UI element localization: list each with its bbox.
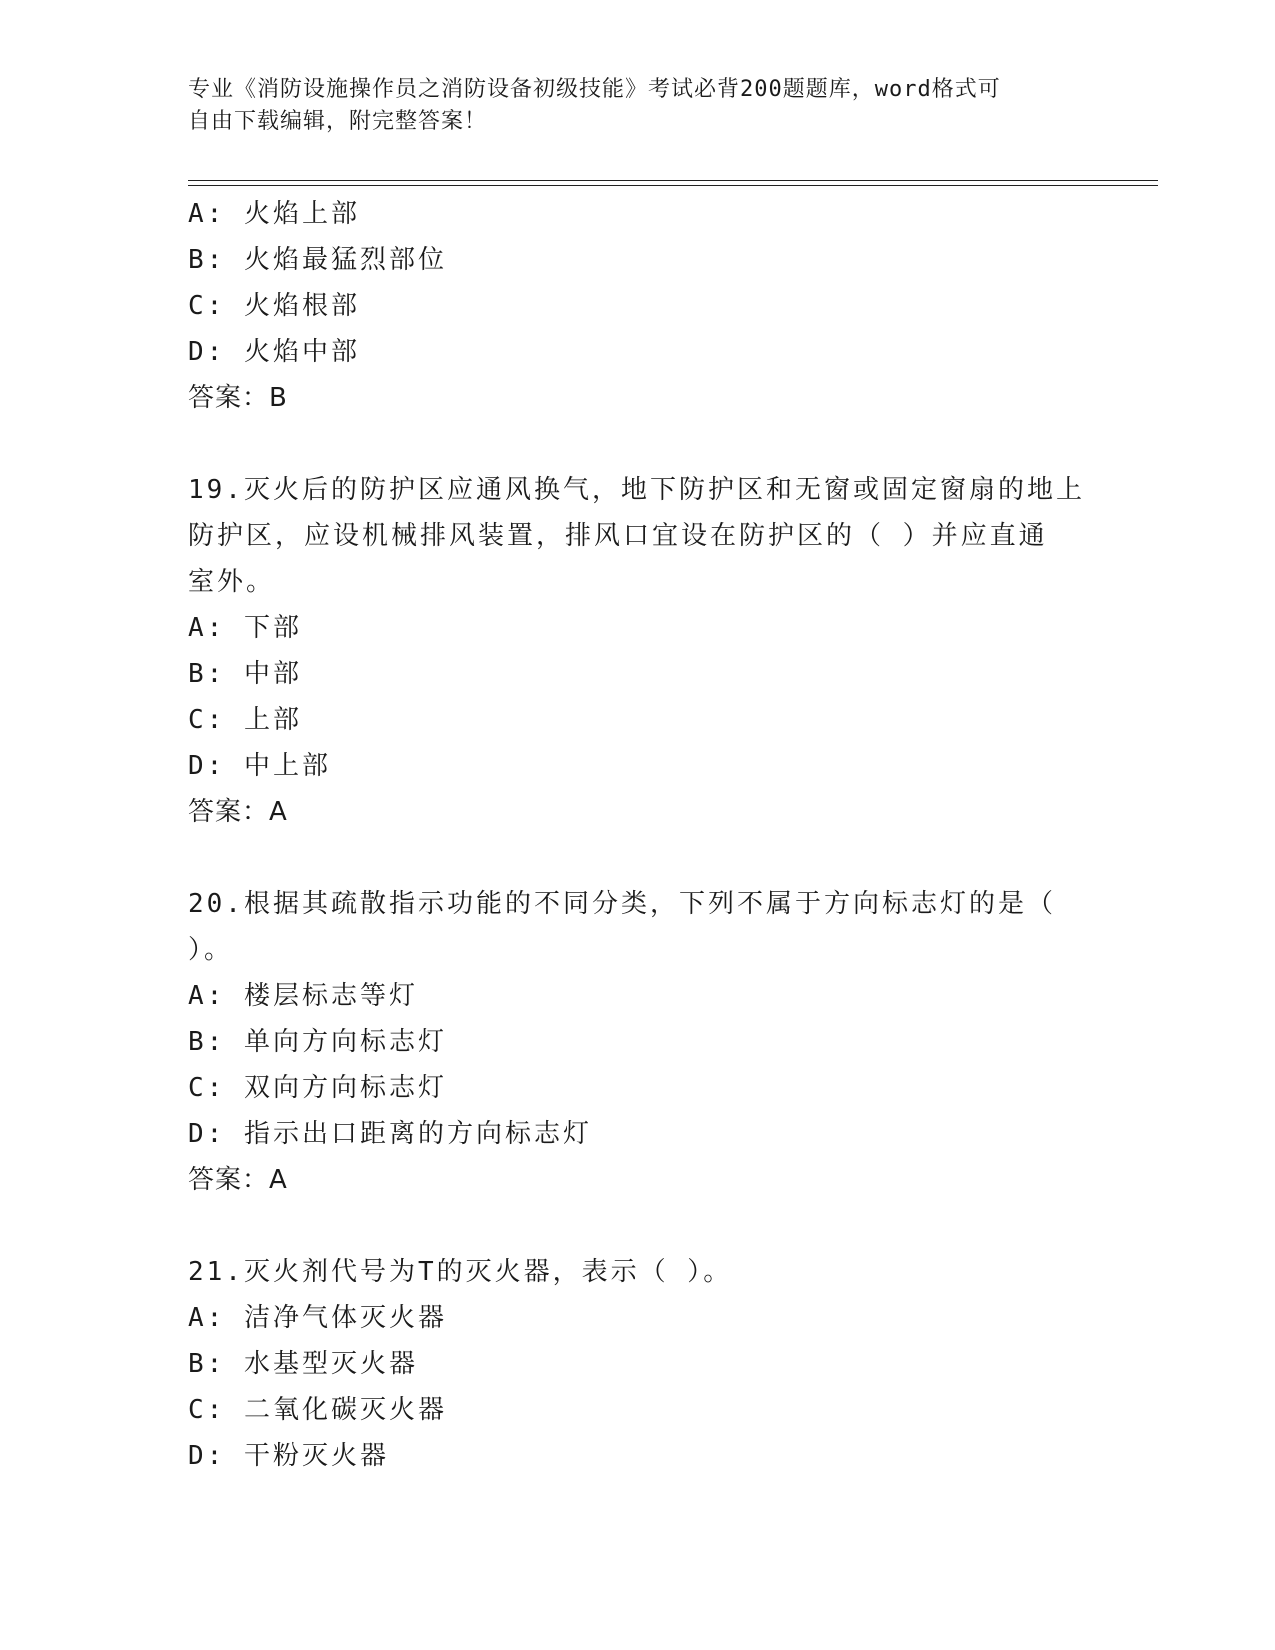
- answer: 答案：A: [188, 797, 288, 827]
- option-d: D: 火焰中部: [188, 337, 360, 367]
- option-b: B: 单向方向标志灯: [188, 1027, 447, 1057]
- answer: 答案：A: [188, 1165, 288, 1195]
- option-c: C: 二氧化碳灭火器: [188, 1395, 447, 1425]
- question-text-line: 防护区，应设机械排风装置，排风口宜设在防护区的（ ）并应直通: [188, 521, 1048, 551]
- question-18-continued: [188, 191, 1088, 421]
- option-a: A: 洁净气体灭火器: [188, 1303, 447, 1333]
- option-b: B: 水基型灭火器: [188, 1349, 418, 1379]
- question-text-line: ）。: [188, 935, 234, 965]
- question-list: [188, 191, 1088, 1479]
- document-header: [188, 74, 1088, 138]
- question-19: [188, 467, 1088, 835]
- answer: 答案：B: [188, 383, 288, 413]
- header-divider-top: [188, 180, 1158, 181]
- question-21: [188, 1249, 1088, 1479]
- option-b: B: 火焰最猛烈部位: [188, 245, 447, 275]
- header-line-1: 专业《消防设施操作员之消防设备初级技能》考试必背200题题库，word格式可: [188, 77, 1001, 102]
- option-d: D: 指示出口距离的方向标志灯: [188, 1119, 592, 1149]
- question-text-line: 21.灭火剂代号为T的灭火器，表示（ ）。: [188, 1257, 733, 1287]
- option-c: C: 上部: [188, 705, 302, 735]
- question-text-line: 室外。: [188, 567, 276, 597]
- option-c: C: 火焰根部: [188, 291, 360, 321]
- question-20: [188, 881, 1088, 1203]
- option-b: B: 中部: [188, 659, 302, 689]
- header-divider-bottom: [188, 185, 1158, 186]
- option-a: A: 楼层标志等灯: [188, 981, 418, 1011]
- option-a: A: 下部: [188, 613, 302, 643]
- header-line-2: 自由下载编辑，附完整答案！: [188, 109, 488, 134]
- question-text-line: 19.灭火后的防护区应通风换气，地下防护区和无窗或固定窗扇的地上: [188, 475, 1085, 505]
- question-text-line: 20.根据其疏散指示功能的不同分类，下列不属于方向标志灯的是（: [188, 889, 1056, 919]
- option-d: D: 中上部: [188, 751, 331, 781]
- option-c: C: 双向方向标志灯: [188, 1073, 447, 1103]
- option-a: A: 火焰上部: [188, 199, 360, 229]
- option-d: D: 干粉灭火器: [188, 1441, 389, 1471]
